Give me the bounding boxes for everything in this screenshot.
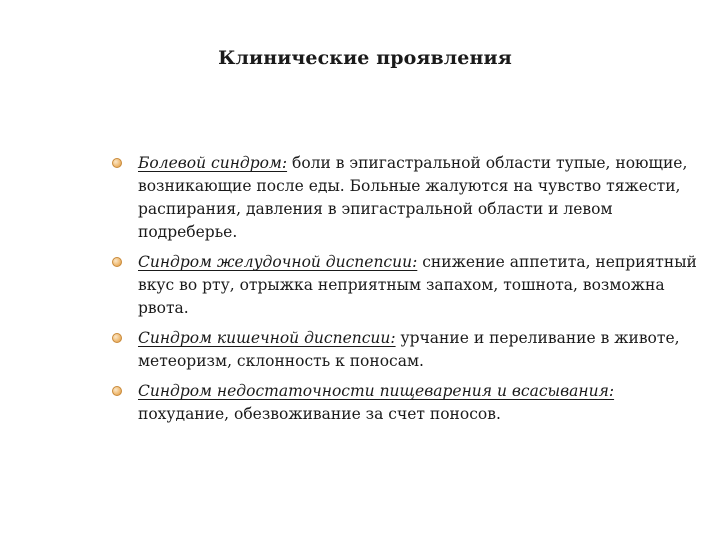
- bullet-term: Синдром желудочной диспепсии:: [138, 253, 418, 271]
- bullet-term: Болевой синдром:: [138, 154, 288, 172]
- bullet-term: Синдром недостаточности пищеварения и всасывания:: [138, 382, 615, 400]
- bullet-text: снижение аппетита, неприятный вкус во рту, отрыжка неприятным запахом, тошнота, возможна рвота.: [138, 253, 697, 317]
- bullet-list: [112, 152, 702, 426]
- bullet-item-intestinal-dyspepsia: [112, 327, 702, 373]
- bullet-text: урчание и переливание в животе, метеоризм, склонность к поносам.: [138, 329, 680, 370]
- bullet-circle-icon: [112, 158, 122, 168]
- bullet-text: боли в эпигастральной области тупые, ноющие, возникающие после еды. Больные жалуются на чувство тяжести, распирания, давления в эпигастральной области и левом подреберье.: [138, 154, 688, 241]
- bullet-item-malabsorption: [112, 380, 702, 426]
- bullet-item-gastric-dyspepsia: [112, 251, 702, 320]
- bullet-term: Синдром кишечной диспепсии:: [138, 329, 396, 347]
- bullet-circle-icon: [112, 257, 122, 267]
- bullet-circle-icon: [112, 386, 122, 396]
- bullet-text: похудание, обезвоживание за счет поносов.: [138, 405, 501, 423]
- bullet-circle-icon: [112, 333, 122, 343]
- bullet-item-pain-syndrome: [112, 152, 702, 244]
- slide-title: Клинические проявления: [218, 47, 512, 69]
